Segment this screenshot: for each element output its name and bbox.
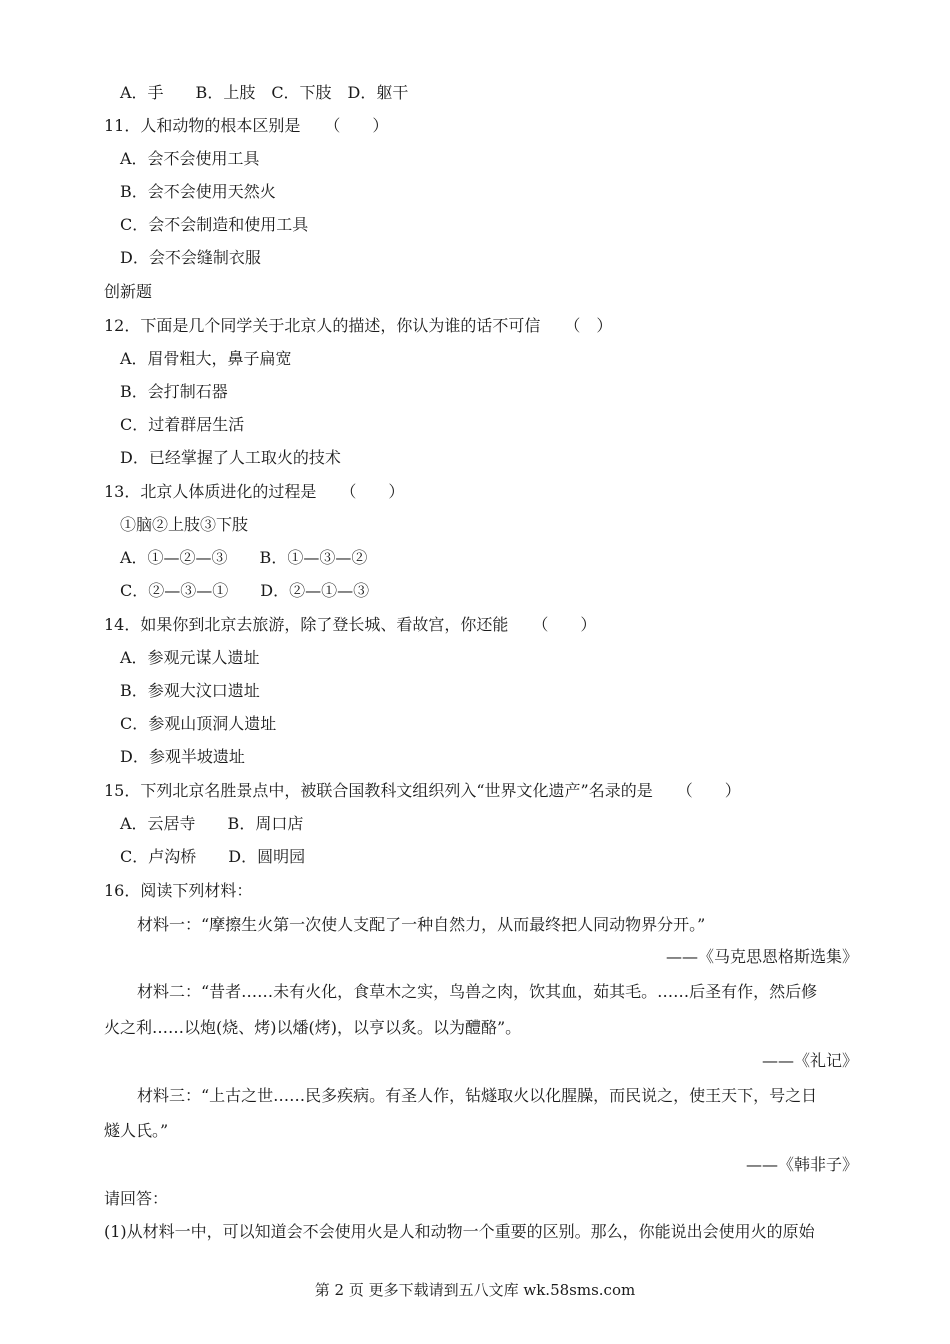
q11-option-d: D．会不会缝制衣服 <box>120 248 261 267</box>
q16-source-3: ——《韩非子》 <box>745 1155 858 1174</box>
q12-stem: 12．下面是几个同学关于北京人的描述，你认为谁的话不可信 （ ） <box>104 316 613 335</box>
q14-option-d: D．参观半坡遗址 <box>120 747 245 766</box>
q14-option-b: B．参观大汶口遗址 <box>120 681 260 700</box>
q11-option-b: B．会不会使用天然火 <box>120 182 276 201</box>
q16-stem: 16．阅读下列材料： <box>104 881 253 900</box>
q12-option-d: D．已经掌握了人工取火的技术 <box>120 448 341 467</box>
q13-options-row1: A．①—②—③ B．①—③—② <box>120 548 368 567</box>
q16-material-3-line-1: 材料三：“上古之世……民多疾病。有圣人作，钻燧取火以化腥臊，而民说之，使王天下，号之日 <box>137 1086 818 1105</box>
page-footer: 第 2 页 更多下载请到五八文库 wk.58sms.com <box>314 1281 636 1299</box>
q14-stem: 14．如果你到北京去旅游，除了登长城、看故宫，你还能 （ ） <box>104 615 597 634</box>
q16-material-2-line-1: 材料二：“昔者……未有火化，食草木之实，鸟兽之肉，饮其血，茹其毛。……后圣有作，然后修 <box>137 982 818 1001</box>
q13-options-row2: C．②—③—① D．②—①—③ <box>120 581 370 600</box>
q12-option-a: A．眉骨粗大，鼻子扁宽 <box>120 349 292 368</box>
q16-material-3-line-2: 燧人氏。” <box>104 1121 169 1140</box>
section-title: 创新题 <box>104 282 153 301</box>
q15-options-row2: C．卢沟桥 D．圆明园 <box>120 847 306 866</box>
q11-stem: 11．人和动物的根本区别是 （ ） <box>104 116 389 135</box>
q12-option-b: B．会打制石器 <box>120 382 228 401</box>
q14-option-a: A．参观元谋人遗址 <box>120 648 260 667</box>
q16-material-2-line-2: 火之利……以炮(烧、烤)以燔(烤)，以亨以炙。以为醴酪”。 <box>104 1018 522 1037</box>
q13-items: ①脑②上肢③下肢 <box>120 515 249 534</box>
q16-source-1: ——《马克思恩格斯选集》 <box>665 947 858 966</box>
q11-option-c: C．会不会制造和使用工具 <box>120 215 309 234</box>
q14-option-c: C．参观山顶洞人遗址 <box>120 714 277 733</box>
q12-option-c: C．过着群居生活 <box>120 415 245 434</box>
q15-stem: 15．下列北京名胜景点中，被联合国教科文组织列入“世界文化遗产”名录的是 （ ） <box>104 781 741 800</box>
q13-stem: 13．北京人体质进化的过程是 （ ） <box>104 482 405 501</box>
q11-option-a: A．会不会使用工具 <box>120 149 260 168</box>
q10-options: A．手 B．上肢 C．下肢 D．躯干 <box>120 83 409 102</box>
q15-options-row1: A．云居寺 B．周口店 <box>120 814 304 833</box>
q16-material-1: 材料一：“摩擦生火第一次使人支配了一种自然力，从而最终把人同动物界分开。” <box>137 915 706 934</box>
q16-prompt: 请回答： <box>104 1189 169 1208</box>
q16-sub-question-1: (1)从材料一中，可以知道会不会使用火是人和动物一个重要的区别。那么，你能说出会使用火的原始 <box>104 1222 815 1241</box>
q16-source-2: ——《礼记》 <box>761 1051 858 1070</box>
